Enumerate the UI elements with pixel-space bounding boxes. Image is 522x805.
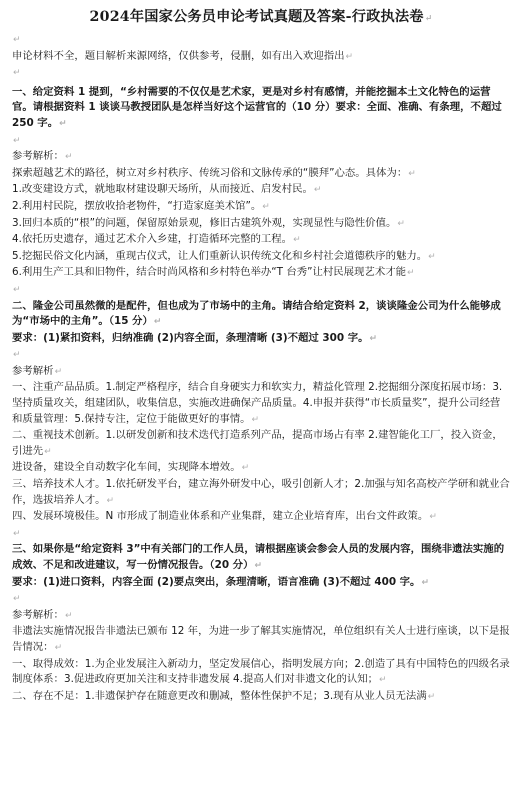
- paragraph-mark-icon: ↵: [13, 350, 21, 361]
- document-title: [12, 6, 510, 30]
- question-3: [12, 542, 510, 574]
- answer-1-line-6: 6.利用生产工具和旧物件，结合时尚风格和乡村特色举办“T 台秀”让村民展现艺术才能: [12, 266, 406, 279]
- paragraph-mark-icon: ↵: [241, 463, 250, 474]
- paragraph-mark-icon: ↵: [262, 201, 270, 212]
- paragraph-mark-icon: ↵: [369, 333, 378, 344]
- answer-2-para: [12, 460, 510, 477]
- analysis-label-text: 参考解析：: [12, 150, 64, 163]
- paragraph-mark-icon: ↵: [54, 642, 63, 653]
- answer-1-line: [12, 216, 510, 233]
- requirement-2: [12, 331, 510, 348]
- blank-line: [12, 347, 510, 364]
- paragraph-mark-icon: ↵: [427, 691, 436, 702]
- paragraph-mark-icon: ↵: [64, 610, 73, 621]
- answer-2-para: [12, 380, 510, 428]
- paragraph-mark-icon: ↵: [251, 414, 260, 425]
- answer-1-line: [12, 265, 510, 282]
- blank-line: [12, 526, 510, 543]
- analysis-label-1: [12, 149, 510, 166]
- answer-2-para-1: 二、重视技术创新。1.以研发创新和技术迭代打造系列产品，提高市场占有率 2.建智能化工厂，投入资金，引进先: [12, 429, 503, 457]
- answer-3-para-0: 非遗法实施情况报告非遗法已颁布 12 年，为进一步了解其实施情况，单位组织有关人士进行座谈，以下是报告情况：: [12, 625, 510, 653]
- paragraph-mark-icon: ↵: [345, 51, 354, 62]
- answer-1-line: [12, 199, 510, 216]
- paragraph-mark-icon: ↵: [13, 284, 21, 295]
- answer-2-para-2: 进设备，建设全自动数字化车间，实现降本增效。: [12, 461, 241, 474]
- requirement-3: [12, 575, 510, 592]
- paragraph-mark-icon: ↵: [429, 512, 437, 523]
- answer-1-line-2: 2.利用村民院，摆放收拾老物件，“打造家庭美术馆”。: [12, 199, 262, 212]
- answer-2-para-4: 四、发展环境极佳。N 市形成了制造业体系和产业集群，建立企业培育库，出台文件政策。: [12, 510, 429, 523]
- blank-line: [12, 32, 510, 49]
- paragraph-mark-icon: ↵: [153, 317, 162, 328]
- question-2-text: 二、隆金公司虽然微的是配件，但也成为了市场中的主角。请结合给定资料 2，谈谈隆金公司为什么能够成为“市场中的主角”。（15 分）: [12, 299, 501, 328]
- intro-sentence: 申论材料不全，题目解析来源网络，仅供参考，侵删，如有出入欢迎指出: [12, 49, 345, 62]
- answer-1-line-1: 1.改变建设方式，就地取材建设聊天场所，从而接近、启发村民。: [12, 183, 313, 196]
- answer-2-para-0: 一、注重产品品质。1.制定严格程序，结合自身硬实力和软实力，精益化管理 2.挖掘细分深度拓展市场：3.坚持质量攻关，组建团队，收集信息，实施改进确保产品质量。4.申报并获得“市长质量奖”，提升公司经营和质量管理：5.保持专注，定位于能做更好的事情。: [12, 381, 503, 425]
- answer-2-para: [12, 477, 510, 509]
- question-1: [12, 85, 510, 133]
- paragraph-mark-icon: ↵: [13, 35, 21, 45]
- paragraph-mark-icon: ↵: [408, 168, 416, 179]
- answer-3-para: [12, 657, 510, 689]
- paragraph-mark-icon: ↵: [379, 675, 387, 686]
- paragraph-mark-icon: ↵: [13, 528, 21, 539]
- answer-1-line: [12, 182, 510, 199]
- question-1-text: 一、给定资料 1 提到，“乡村需要的不仅仅是艺术家，更是对乡村有感情，并能挖掘本土文化特色的运营官。请根据资料 1 谈谈马教授团队是怎样当好这个运营官的（10 分）要求：全面、准确、有条理，不超过 250 字。: [12, 85, 502, 129]
- answer-1-line: [12, 166, 510, 183]
- title-text: 2024年国家公务员申论考试真题及答案-行政执法卷: [89, 9, 424, 25]
- paragraph-mark-icon: ↵: [407, 268, 415, 279]
- answer-3-para-2: 二、存在不足：1.非遗保护存在随意更改和删减，整体性保护不足；3.现有从业人员无法满: [12, 689, 427, 702]
- answer-1-line-5: 5.挖掘民俗文化内涵，重现古仪式，让人们重新认识传统文化和乡村社会道德秩序的魅力。: [12, 249, 428, 262]
- answer-1-line: [12, 232, 510, 249]
- paragraph-mark-icon: ↵: [54, 366, 63, 377]
- paragraph-mark-icon: ↵: [106, 495, 115, 506]
- paragraph-mark-icon: ↵: [59, 118, 67, 129]
- analysis-label-2: [12, 364, 510, 381]
- question-3-text: 三、如果你是“给定资料 3”中有关部门的工作人员，请根据座谈会参会人员的发展内容，围绕非遗法实施的成效、不足和改进建议，写一份情况报告。（20 分）: [12, 543, 505, 571]
- paragraph-mark-icon: ↵: [397, 218, 405, 229]
- paragraph-mark-icon: ↵: [421, 577, 429, 588]
- analysis-label-3: [12, 608, 510, 625]
- question-2: [12, 299, 510, 331]
- blank-line: [12, 65, 510, 82]
- paragraph-mark-icon: ↵: [64, 152, 73, 163]
- paragraph-mark-icon: ↵: [313, 185, 322, 196]
- paragraph-mark-icon: ↵: [13, 135, 21, 146]
- paragraph-mark-icon: ↵: [44, 446, 52, 457]
- paragraph-mark-icon: ↵: [13, 594, 21, 605]
- answer-1-line-3: 3.回归本质的“根”的问题，保留原始景观，修旧古建筑外观，实现显性与隐性价值。: [12, 216, 397, 229]
- analysis-label-text: 参考解析: [12, 364, 54, 377]
- answer-3-para-1: 一、取得成效：1.为企业发展注入新动力，坚定发展信心，指明发展方向；2.创造了具有中国特色的四级名录制度体系：3.促进政府更加关注和支持非遗发展 4.提高人们对非遗文化的认知；: [12, 657, 510, 686]
- requirement-2-text: 要求：(1)紧扣资料，归纳准确 (2)内容全面，条理清晰 (3)不超过 300 字。: [12, 331, 369, 344]
- answer-3-para: [12, 689, 510, 706]
- paragraph-mark-icon: ↵: [293, 235, 301, 246]
- analysis-label-text: 参考解析：: [12, 608, 64, 621]
- blank-line: [12, 591, 510, 608]
- answer-2-para-3: 三、培养技术人才。1.依托研发平台，建立海外研发中心，吸引创新人才；2.加强与知名高校产学研和就业合作，选拔培养人才。: [12, 478, 510, 506]
- answer-1-line-0: 探索超越艺术的路径，树立对乡村秩序、传统习俗和文脉传承的“膜拜”心态。具体为：: [12, 166, 408, 179]
- paragraph-mark-icon: ↵: [428, 251, 436, 262]
- requirement-3-text: 要求：(1)进口资料，内容全面 (2)要点突出，条理清晰，语言准确 (3)不超过 400 字。: [12, 575, 421, 588]
- answer-2-para: [12, 428, 510, 460]
- answer-2-para: [12, 509, 510, 526]
- blank-line: [12, 282, 510, 299]
- paragraph-mark-icon: ↵: [254, 561, 263, 571]
- intro-text: [12, 49, 510, 66]
- paragraph-mark-icon: ↵: [424, 14, 433, 24]
- answer-3-para: [12, 624, 510, 656]
- answer-1-line-4: 4.依托历史遗存，通过艺术介入乡建，打造循环完整的工程。: [12, 233, 293, 246]
- blank-line: [12, 133, 510, 150]
- paragraph-mark-icon: ↵: [13, 68, 21, 79]
- answer-1-line: [12, 249, 510, 266]
